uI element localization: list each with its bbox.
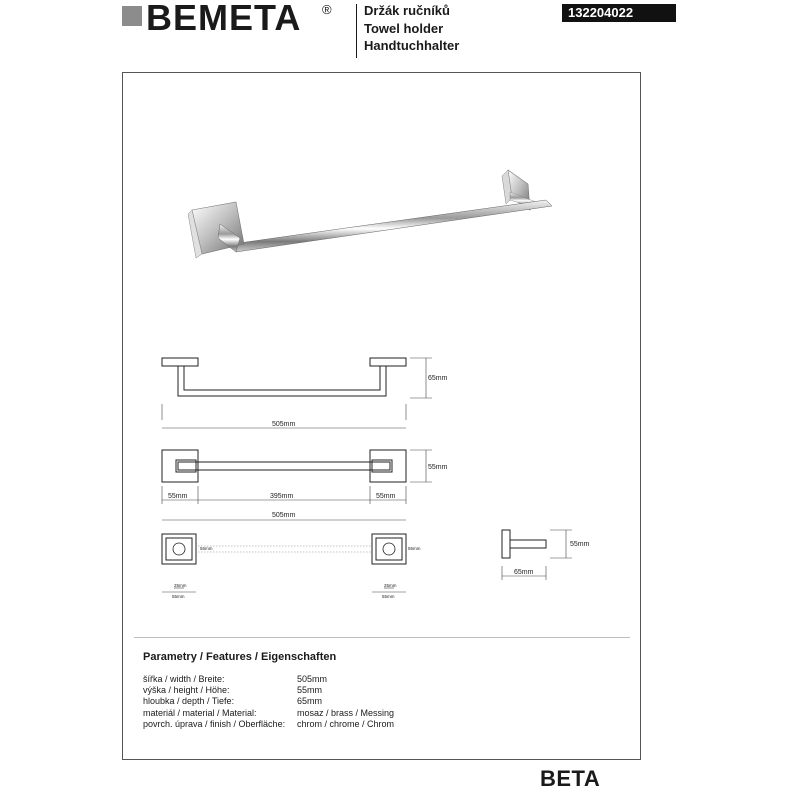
table-row [143, 674, 394, 685]
top-view-bar [178, 462, 390, 470]
table-row [143, 696, 394, 707]
dim-mount-right-outer: 55mm [382, 594, 395, 599]
param-label: povrch. úprava / finish / Oberfläche: [143, 718, 286, 729]
dim-end-depth: 65mm [514, 569, 534, 576]
side-view-left-plate [162, 358, 198, 366]
title-czech: Držák ručníků [364, 3, 450, 18]
dim-side-height: 65mm [428, 375, 448, 382]
product-titles [364, 2, 459, 55]
title-german: Handtuchhalter [364, 38, 460, 53]
end-view-bar [510, 540, 546, 548]
product-code-badge: 132204022 [562, 4, 676, 22]
section-divider [134, 637, 630, 638]
parameters-table [143, 674, 394, 730]
top-view-right-base [370, 450, 406, 482]
parameters-heading: Parametry / Features / Eigenschaften [143, 651, 337, 663]
dim-top-left-base: 55mm [168, 493, 188, 500]
registered-mark: ® [322, 2, 332, 17]
dim-bottom-width: 505mm [272, 512, 296, 519]
technical-drawings [122, 340, 622, 610]
side-view-bar-inner [184, 366, 380, 390]
dim-top-right-base: 55mm [376, 493, 396, 500]
mount-right-screw-hole [383, 543, 395, 555]
dim-side-width: 505mm [272, 421, 296, 428]
logo-square-icon [122, 6, 142, 26]
top-view-left-base [162, 450, 198, 482]
param-label: šířka / width / Breite: [143, 674, 225, 684]
header-divider [356, 4, 357, 58]
dim-mount-left-height: 55mm [200, 546, 213, 551]
dim-mount-left-inner: 25mm [174, 583, 187, 588]
dim-mount-right-height: 55mm [408, 546, 421, 551]
param-value: mosaz / brass / Messing [297, 707, 395, 718]
dim-mount-right-inner: 25mm [384, 583, 397, 588]
series-name: BETA [540, 766, 601, 791]
title-english: Towel holder [364, 20, 444, 36]
side-view-bar [178, 366, 386, 396]
dim-top-depth: 55mm [428, 464, 448, 471]
brand-logo: BEMETA [146, 0, 302, 38]
mount-right-inner [376, 538, 402, 560]
param-value: 65mm [297, 696, 323, 707]
param-label: materiál / material / Material: [143, 707, 257, 718]
table-row [143, 708, 394, 719]
dim-top-span: 395mm [270, 493, 294, 500]
mount-left-screw-hole [173, 543, 185, 555]
dim-end-height: 55mm [570, 541, 590, 548]
param-label: hloubka / depth / Tiefe: [143, 696, 235, 707]
param-value: 55mm [297, 685, 323, 696]
towel-holder-photo [180, 162, 560, 262]
dim-mount-left-outer: 55mm [172, 594, 185, 599]
table-row [143, 685, 394, 696]
param-label: výška / height / Höhe: [143, 685, 230, 696]
side-view-right-plate [370, 358, 406, 366]
end-view-plate [502, 530, 510, 558]
towel-bar [232, 200, 552, 252]
table-row [143, 719, 394, 730]
param-value: chrom / chrome / Chrom [297, 718, 395, 729]
mount-left-inner [166, 538, 192, 560]
param-value: 505mm [297, 674, 328, 684]
